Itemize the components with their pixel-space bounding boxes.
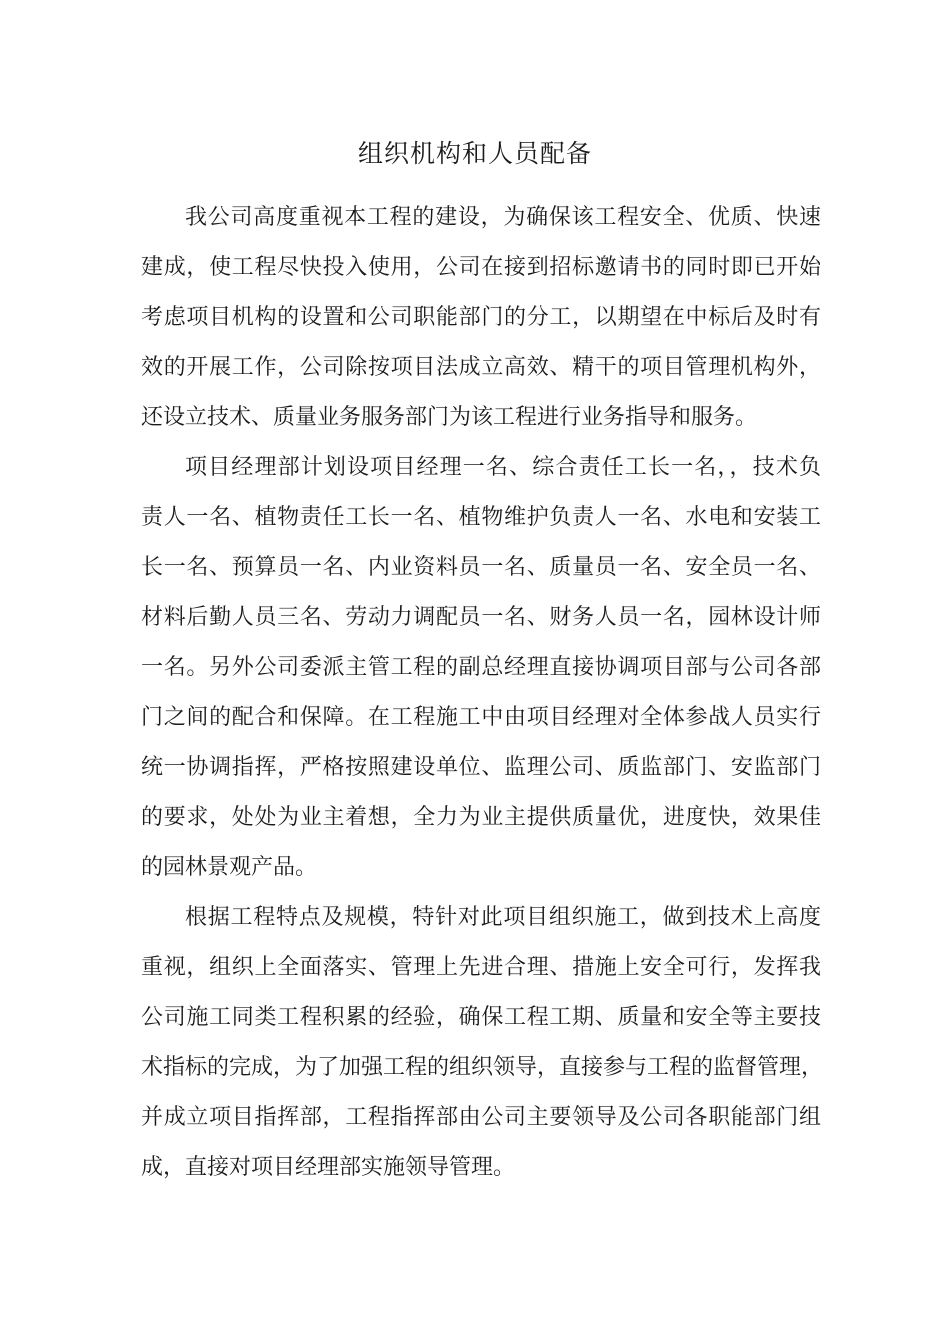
paragraph-line: 考虑项目机构的设置和公司职能部门的分工，以期望在中标后及时有 (141, 305, 821, 330)
page-title: 组织机构和人员配备 (357, 139, 592, 168)
paragraph-line: 并成立项目指挥部，工程指挥部由公司主要领导及公司各职能部门组 (141, 1105, 821, 1130)
paragraph-line: 建成，使工程尽快投入使用，公司在接到招标邀请书的同时即已开始 (141, 255, 821, 280)
paragraph-line: 我公司高度重视本工程的建设，为确保该工程安全、优质、快速 (185, 205, 821, 230)
paragraph-line: 根据工程特点及规模，特针对此项目组织施工，做到技术上高度 (185, 905, 821, 930)
paragraph-line: 重视，组织上全面落实、管理上先进合理、措施上安全可行，发挥我 (141, 955, 821, 980)
paragraph-line: 的要求，处处为业主着想，全力为业主提供质量优，进度快，效果佳 (141, 805, 821, 830)
paragraph-line: 术指标的完成，为了加强工程的组织领导，直接参与工程的监督管理， (141, 1055, 824, 1080)
paragraph-line: 材料后勤人员三名、劳动力调配员一名、财务人员一名，园林设计师 (141, 605, 821, 630)
paragraph-line: 门之间的配合和保障。在工程施工中由项目经理对全体参战人员实行 (141, 705, 821, 730)
paragraph-line: 公司施工同类工程积累的经验，确保工程工期、质量和安全等主要技 (141, 1005, 821, 1030)
paragraph-line: 项目经理部计划设项目经理一名、综合责任工长一名，，技术负 (185, 455, 821, 480)
paragraph-line: 责人一名、植物责任工长一名、植物维护负责人一名、水电和安装工 (141, 505, 821, 530)
paragraph-line: 还设立技术、质量业务服务部门为该工程进行业务指导和服务。 (141, 405, 758, 430)
paragraph-line: 效的开展工作，公司除按项目法成立高效、精干的项目管理机构外， (141, 355, 821, 380)
paragraph-line: 一名。另外公司委派主管工程的副总经理直接协调项目部与公司各部 (141, 655, 821, 680)
paragraph-line: 长一名、预算员一名、内业资料员一名、质量员一名、安全员一名、 (141, 555, 821, 580)
paragraph-line: 成，直接对项目经理部实施领导管理。 (141, 1155, 516, 1180)
paragraph-line: 统一协调指挥，严格按照建设单位、监理公司、质监部门、安监部门 (141, 755, 821, 780)
paragraph-line: 的园林景观产品。 (141, 855, 318, 880)
